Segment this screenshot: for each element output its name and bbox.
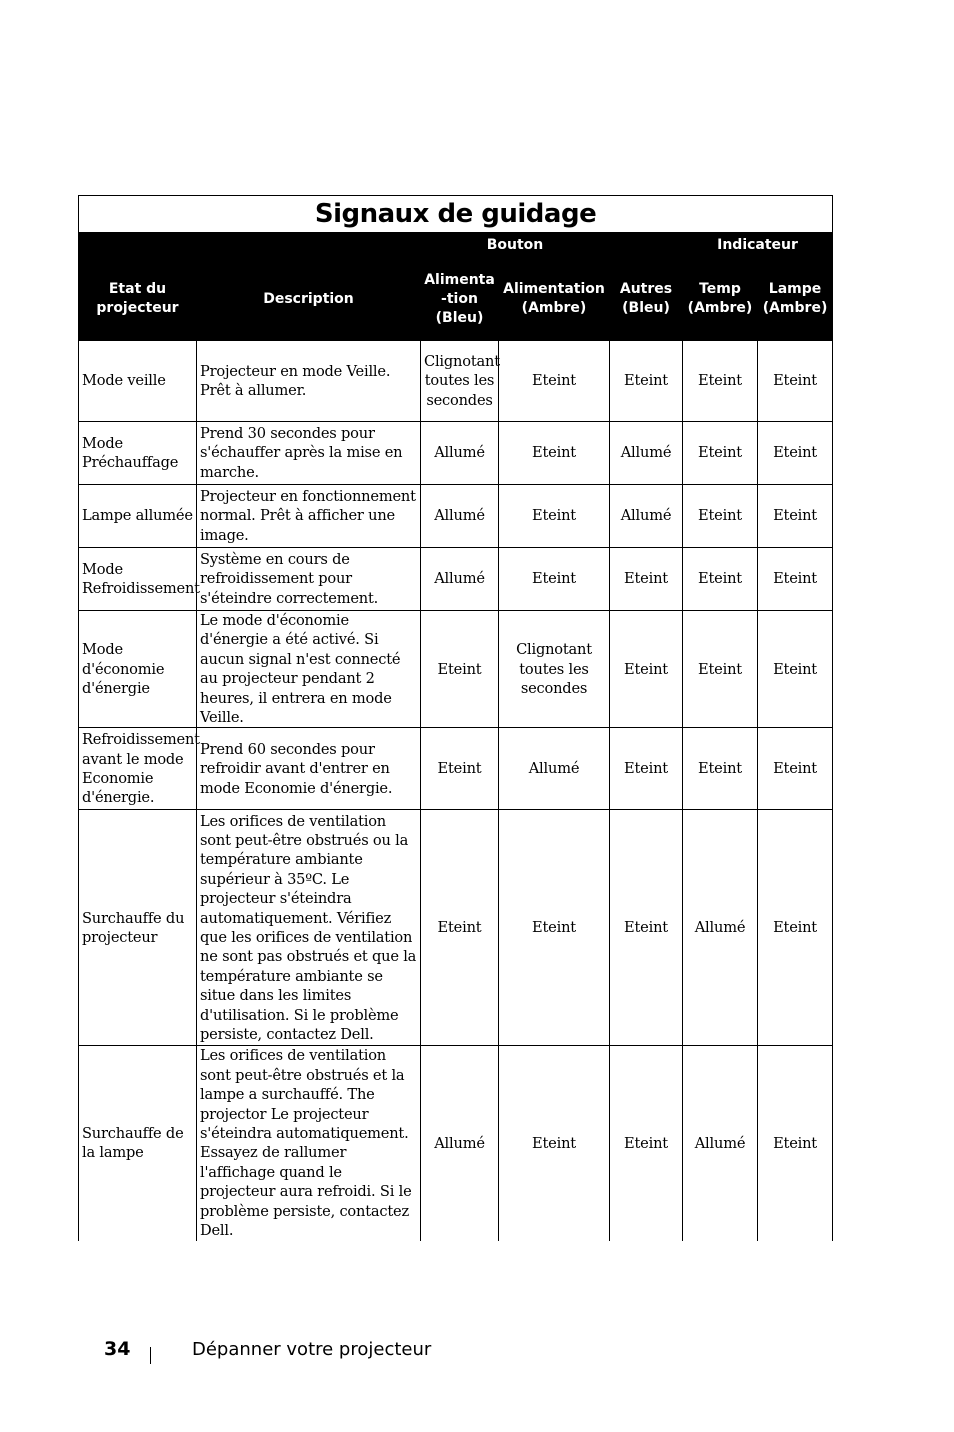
cell-temp-amber: Allumé [683, 1046, 758, 1241]
footer-section-title: Dépanner votre projecteur [192, 1339, 432, 1360]
cell-power-blue: Allumé [421, 1046, 499, 1241]
cell-other-blue: Allumé [610, 485, 683, 548]
column-header-description: Description [197, 258, 421, 341]
footer-divider [150, 1347, 151, 1364]
cell-power-blue: Allumé [421, 485, 499, 548]
cell-other-blue: Eteint [610, 548, 683, 611]
table-row [79, 728, 833, 810]
column-header-other-blue: Autres (Bleu) [610, 258, 683, 341]
table-row [79, 810, 833, 1046]
cell-description: Projecteur en fonctionnement normal. Prêt à afficher une image. [197, 485, 421, 548]
cell-description: Projecteur en mode Veille. Prêt à allumer. [197, 341, 421, 422]
cell-state: Mode veille [79, 341, 197, 422]
column-header-temp-amber: Temp (Ambre) [683, 258, 758, 341]
cell-power-amber: Eteint [499, 341, 610, 422]
cell-power-amber: Clignotant toutes les secondes [499, 611, 610, 728]
table-title: Signaux de guidage [79, 196, 833, 233]
page-number: 34 [104, 1338, 131, 1360]
cell-power-amber: Eteint [499, 422, 610, 485]
column-header-power-blue: Alimenta -tion (Bleu) [421, 258, 499, 341]
table-row [79, 422, 833, 485]
table-row [79, 341, 833, 422]
cell-lamp-amber: Eteint [758, 485, 833, 548]
cell-temp-amber: Eteint [683, 422, 758, 485]
cell-lamp-amber: Eteint [758, 341, 833, 422]
cell-power-blue: Eteint [421, 728, 499, 810]
cell-other-blue: Allumé [610, 422, 683, 485]
column-header-power-amber: Alimentation (Ambre) [499, 258, 610, 341]
table-row [79, 485, 833, 548]
cell-temp-amber: Eteint [683, 548, 758, 611]
cell-lamp-amber: Eteint [758, 422, 833, 485]
cell-temp-amber: Allumé [683, 810, 758, 1046]
cell-state: Lampe allumée [79, 485, 197, 548]
cell-other-blue: Eteint [610, 810, 683, 1046]
cell-lamp-amber: Eteint [758, 810, 833, 1046]
table-row [79, 611, 833, 728]
cell-power-amber: Eteint [499, 485, 610, 548]
cell-lamp-amber: Eteint [758, 1046, 833, 1241]
cell-other-blue: Eteint [610, 611, 683, 728]
cell-power-amber: Allumé [499, 728, 610, 810]
cell-temp-amber: Eteint [683, 728, 758, 810]
cell-other-blue: Eteint [610, 728, 683, 810]
cell-power-amber: Eteint [499, 1046, 610, 1241]
table-row [79, 1046, 833, 1241]
cell-lamp-amber: Eteint [758, 611, 833, 728]
cell-description: Prend 60 secondes pour refroidir avant d'entrer en mode Economie d'énergie. [197, 728, 421, 810]
cell-power-amber: Eteint [499, 548, 610, 611]
cell-temp-amber: Eteint [683, 485, 758, 548]
cell-description: Les orifices de ventilation sont peut-être obstrués et la lampe a surchauffé. The projector Le projecteur s'éteindra automatiquement. Essayez de rallumer l'affichage quand le projecteur aura refroidi. Si le problème persiste, contactez Dell. [197, 1046, 421, 1241]
cell-power-blue: Eteint [421, 611, 499, 728]
cell-power-amber: Eteint [499, 810, 610, 1046]
guidance-signals-table [78, 195, 833, 1241]
header-group-button: Bouton [421, 233, 610, 258]
cell-state: Mode d'économie d'énergie [79, 611, 197, 728]
cell-power-blue: Allumé [421, 422, 499, 485]
cell-state: Mode Préchauffage [79, 422, 197, 485]
table-row [79, 548, 833, 611]
cell-state: Surchauffe de la lampe [79, 1046, 197, 1241]
cell-state: Surchauffe du projecteur [79, 810, 197, 1046]
cell-temp-amber: Eteint [683, 611, 758, 728]
cell-description: Les orifices de ventilation sont peut-être obstrués ou la température ambiante supérieur à 35ºC. Le projecteur s'éteindra automatiquement. Vérifiez que les orifices de ventilation ne sont pas obstrués et que la température ambiante se situe dans les limites d'utilisation. Si le problème persiste, contactez Dell. [197, 810, 421, 1046]
cell-other-blue: Eteint [610, 1046, 683, 1241]
cell-description: Système en cours de refroidissement pour s'éteindre correctement. [197, 548, 421, 611]
cell-other-blue: Eteint [610, 341, 683, 422]
column-header-state: Etat du projecteur [79, 258, 197, 341]
cell-power-blue: Eteint [421, 810, 499, 1046]
cell-state: Mode Refroidissement [79, 548, 197, 611]
cell-description: Le mode d'économie d'énergie a été activé. Si aucun signal n'est connecté au projecteur pendant 2 heures, il entrera en mode Veille. [197, 611, 421, 728]
cell-power-blue: Clignotant toutes les secondes [421, 341, 499, 422]
cell-description: Prend 30 secondes pour s'échauffer après la mise en marche. [197, 422, 421, 485]
header-group-indicator: Indicateur [683, 233, 833, 258]
cell-state: Refroidissement avant le mode Economie d'énergie. [79, 728, 197, 810]
cell-lamp-amber: Eteint [758, 728, 833, 810]
cell-temp-amber: Eteint [683, 341, 758, 422]
column-header-lamp-amber: Lampe (Ambre) [758, 258, 833, 341]
cell-power-blue: Allumé [421, 548, 499, 611]
cell-lamp-amber: Eteint [758, 548, 833, 611]
